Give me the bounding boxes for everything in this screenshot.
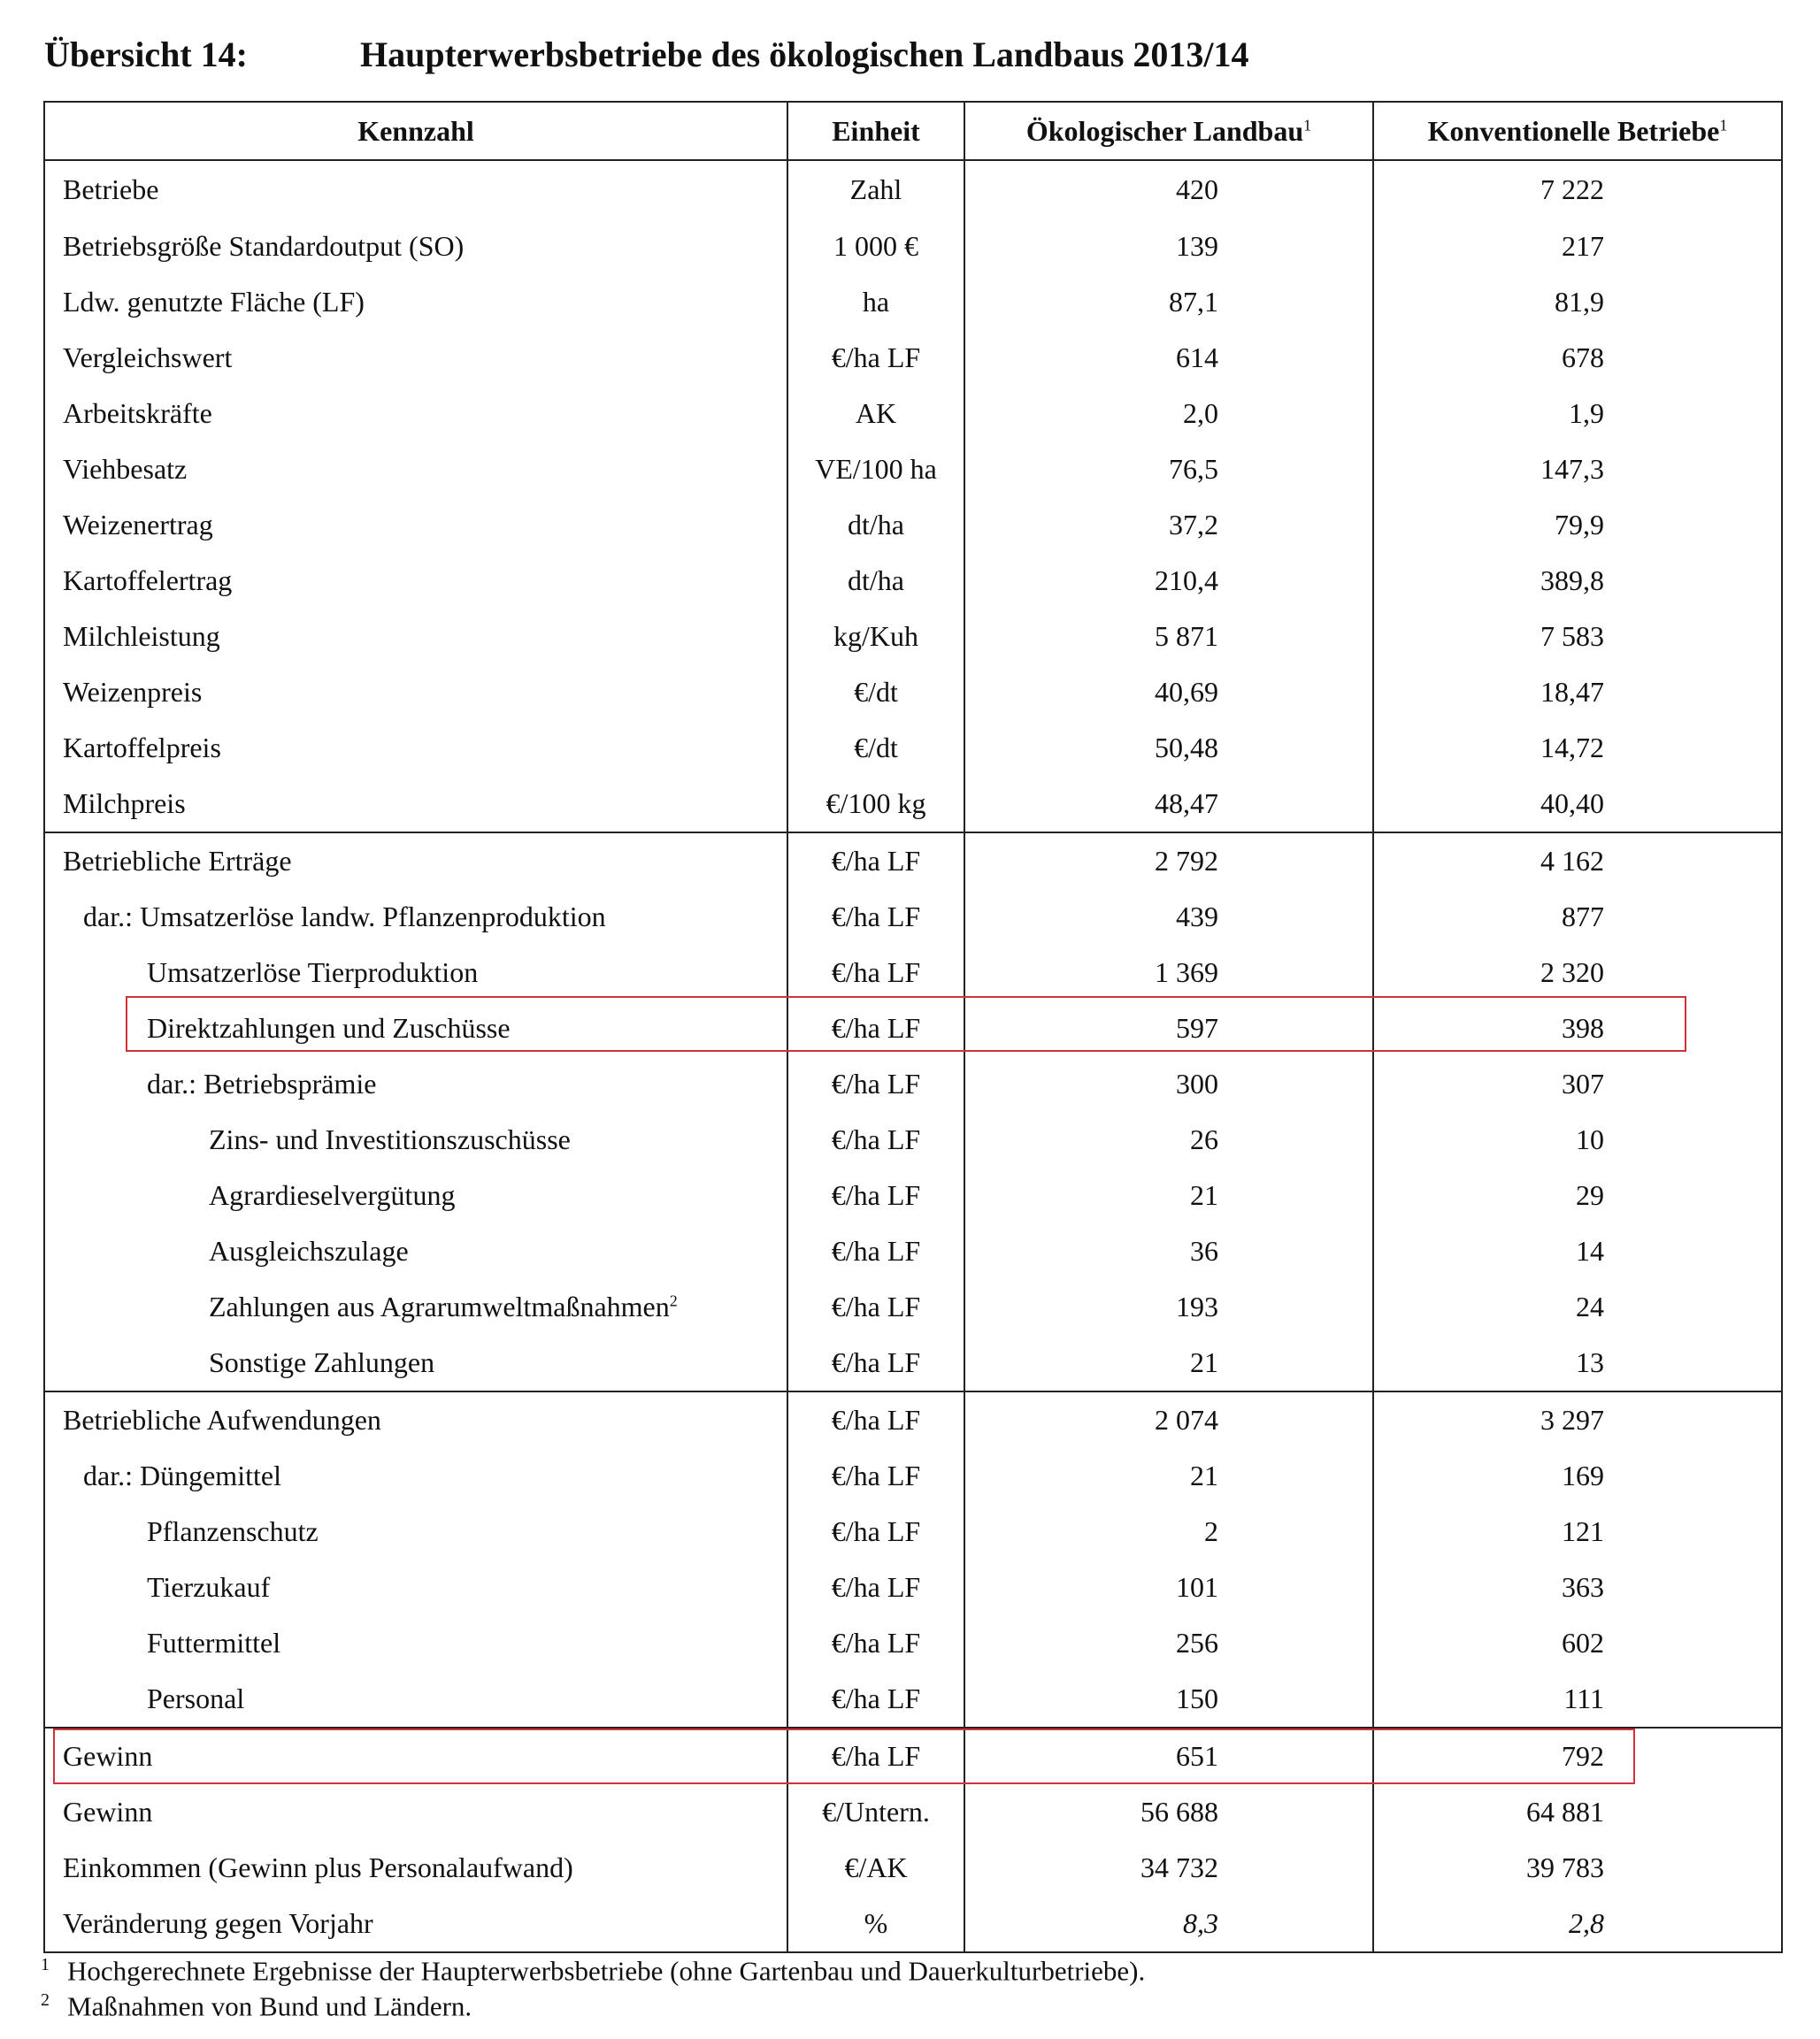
value-konventionell: 602 — [1373, 1615, 1782, 1671]
row-label-text: Direktzahlungen und Zuschüsse — [147, 1012, 511, 1044]
table-row — [44, 1112, 1782, 1168]
table-row — [44, 386, 1782, 441]
row-label — [44, 1671, 787, 1728]
row-label — [44, 218, 787, 274]
value-konventionell: 40,40 — [1373, 776, 1782, 832]
row-label — [44, 1448, 787, 1504]
value-oekologisch: 139 — [964, 218, 1373, 274]
value-oekologisch: 193 — [964, 1279, 1373, 1335]
row-label — [44, 945, 787, 1000]
value-oekologisch: 48,47 — [964, 776, 1373, 832]
row-label — [44, 1728, 787, 1784]
table-row — [44, 1840, 1782, 1896]
footnote-1 — [41, 1955, 1145, 1987]
row-unit: €/ha LF — [787, 1615, 964, 1671]
value-konventionell: 7 222 — [1373, 160, 1782, 218]
footnote-text: Maßnahmen von Bund und Ländern. — [67, 1990, 472, 2022]
value-oekologisch: 101 — [964, 1560, 1373, 1615]
value-oekologisch: 5 871 — [964, 609, 1373, 664]
value-konventionell: 877 — [1373, 889, 1782, 945]
row-label-text: Betriebliche Erträge — [63, 845, 292, 877]
value-oekologisch: 76,5 — [964, 441, 1373, 497]
row-label — [44, 889, 787, 945]
value-konventionell: 81,9 — [1373, 274, 1782, 330]
row-label — [44, 1615, 787, 1671]
value-konventionell: 3 297 — [1373, 1391, 1782, 1448]
row-label-text: Zins- und Investitionszuschüsse — [209, 1123, 571, 1155]
value-oekologisch: 420 — [964, 160, 1373, 218]
row-label — [44, 720, 787, 776]
row-unit: €/ha LF — [787, 1112, 964, 1168]
row-label-text: Milchleistung — [63, 620, 220, 652]
row-label-text: Gewinn — [63, 1740, 153, 1772]
row-unit: AK — [787, 386, 964, 441]
table-row — [44, 330, 1782, 386]
value-konventionell: 1,9 — [1373, 386, 1782, 441]
row-label — [44, 1000, 787, 1056]
row-label — [44, 1784, 787, 1840]
row-label — [44, 274, 787, 330]
row-label — [44, 1279, 787, 1335]
table-row — [44, 1896, 1782, 1952]
value-oekologisch: 2 792 — [964, 832, 1373, 889]
value-oekologisch: 8,3 — [964, 1896, 1373, 1952]
row-unit: €/ha LF — [787, 1560, 964, 1615]
row-label-text: Gewinn — [63, 1796, 153, 1828]
value-oekologisch: 36 — [964, 1223, 1373, 1279]
header-einheit: Einheit — [787, 102, 964, 160]
value-oekologisch: 300 — [964, 1056, 1373, 1112]
row-label — [44, 1056, 787, 1112]
row-unit: VE/100 ha — [787, 441, 964, 497]
row-label-text: Ausgleichszulage — [209, 1235, 409, 1267]
value-oekologisch: 2 074 — [964, 1391, 1373, 1448]
table-row — [44, 218, 1782, 274]
value-konventionell: 10 — [1373, 1112, 1782, 1168]
row-label-text: dar.: Betriebsprämie — [147, 1068, 377, 1100]
row-unit: €/ha LF — [787, 1728, 964, 1784]
table-row — [44, 664, 1782, 720]
value-oekologisch: 2,0 — [964, 386, 1373, 441]
row-label — [44, 1391, 787, 1448]
table-row — [44, 945, 1782, 1000]
row-unit: % — [787, 1896, 964, 1952]
value-konventionell: 169 — [1373, 1448, 1782, 1504]
row-unit: €/ha LF — [787, 1391, 964, 1448]
row-unit: €/ha LF — [787, 889, 964, 945]
row-unit: ha — [787, 274, 964, 330]
row-label-text: Milchpreis — [63, 787, 186, 819]
row-label — [44, 1504, 787, 1560]
row-label-text: Agrardieselvergütung — [209, 1179, 456, 1211]
table-row — [44, 1728, 1782, 1784]
row-unit: €/ha LF — [787, 1279, 964, 1335]
value-konventionell: 121 — [1373, 1504, 1782, 1560]
row-label-text: Weizenertrag — [63, 509, 213, 540]
row-label — [44, 1896, 787, 1952]
value-oekologisch: 87,1 — [964, 274, 1373, 330]
row-label-text: Zahlungen aus Agrarumweltmaßnahmen — [209, 1291, 670, 1322]
row-label — [44, 497, 787, 553]
value-oekologisch: 651 — [964, 1728, 1373, 1784]
value-oekologisch: 1 369 — [964, 945, 1373, 1000]
row-unit: €/ha LF — [787, 1448, 964, 1504]
row-label — [44, 1840, 787, 1896]
value-konventionell: 389,8 — [1373, 553, 1782, 609]
table-row — [44, 1448, 1782, 1504]
table-row — [44, 1560, 1782, 1615]
row-label — [44, 609, 787, 664]
value-konventionell: 13 — [1373, 1335, 1782, 1391]
row-label — [44, 1560, 787, 1615]
row-label-text: Ldw. genutzte Fläche (LF) — [63, 286, 365, 318]
row-label-text: dar.: Düngemittel — [83, 1460, 281, 1491]
table-row — [44, 832, 1782, 889]
header-oekologischer-landbau — [964, 102, 1373, 160]
table-row — [44, 441, 1782, 497]
value-oekologisch: 50,48 — [964, 720, 1373, 776]
row-label — [44, 553, 787, 609]
row-label-text: dar.: Umsatzerlöse landw. Pflanzenproduktion — [83, 901, 606, 932]
value-konventionell: 307 — [1373, 1056, 1782, 1112]
table-row — [44, 1223, 1782, 1279]
value-oekologisch: 210,4 — [964, 553, 1373, 609]
row-unit: €/ha LF — [787, 1056, 964, 1112]
overview-title: Haupterwerbsbetriebe des ökologischen Landbaus 2013/14 — [360, 34, 1249, 74]
row-unit: €/ha LF — [787, 1000, 964, 1056]
row-label-text: Personal — [147, 1683, 245, 1714]
row-label-text: Tierzukauf — [147, 1571, 271, 1603]
value-konventionell: 18,47 — [1373, 664, 1782, 720]
value-konventionell: 24 — [1373, 1279, 1782, 1335]
header-kennzahl: Kennzahl — [44, 102, 787, 160]
row-label — [44, 386, 787, 441]
value-konventionell: 363 — [1373, 1560, 1782, 1615]
row-label — [44, 1223, 787, 1279]
footnote-2 — [41, 1990, 472, 2022]
row-label — [44, 664, 787, 720]
row-unit: €/AK — [787, 1840, 964, 1896]
row-unit: €/ha LF — [787, 1223, 964, 1279]
header-oeko-label: Ökologischer Landbau — [1025, 114, 1304, 147]
row-unit: €/100 kg — [787, 776, 964, 832]
table-row — [44, 497, 1782, 553]
row-label-text: Sonstige Zahlungen — [209, 1346, 435, 1378]
row-unit: €/ha LF — [787, 1168, 964, 1223]
row-label — [44, 1335, 787, 1391]
value-konventionell: 39 783 — [1373, 1840, 1782, 1896]
value-oekologisch: 256 — [964, 1615, 1373, 1671]
footnote-ref: 2 — [669, 1292, 678, 1310]
table-row — [44, 1504, 1782, 1560]
value-oekologisch: 26 — [964, 1112, 1373, 1168]
overview-number: Übersicht 14: — [44, 34, 248, 74]
row-label — [44, 832, 787, 889]
row-label-text: Betriebe — [63, 173, 159, 205]
row-unit: €/dt — [787, 664, 964, 720]
table-row — [44, 609, 1782, 664]
row-label-text: Kartoffelpreis — [63, 732, 221, 763]
footnote-ref: 1 — [1719, 115, 1728, 134]
table-row — [44, 274, 1782, 330]
table-row — [44, 776, 1782, 832]
value-oekologisch: 34 732 — [964, 1840, 1373, 1896]
value-konventionell: 64 881 — [1373, 1784, 1782, 1840]
table-row — [44, 160, 1782, 218]
value-oekologisch: 21 — [964, 1448, 1373, 1504]
table-row — [44, 1279, 1782, 1335]
value-konventionell: 4 162 — [1373, 832, 1782, 889]
value-konventionell: 79,9 — [1373, 497, 1782, 553]
value-konventionell: 14,72 — [1373, 720, 1782, 776]
value-oekologisch: 21 — [964, 1168, 1373, 1223]
row-label-text: Vergleichswert — [63, 341, 233, 373]
footnote-ref: 1 — [1303, 115, 1312, 134]
table-row — [44, 1615, 1782, 1671]
value-oekologisch: 37,2 — [964, 497, 1373, 553]
row-label-text: Betriebsgröße Standardoutput (SO) — [63, 230, 465, 262]
value-konventionell: 14 — [1373, 1223, 1782, 1279]
value-konventionell: 678 — [1373, 330, 1782, 386]
value-konventionell: 147,3 — [1373, 441, 1782, 497]
row-unit: €/ha LF — [787, 1671, 964, 1728]
row-unit: €/ha LF — [787, 832, 964, 889]
row-label — [44, 776, 787, 832]
data-table — [43, 101, 1783, 1953]
row-unit: Zahl — [787, 160, 964, 218]
table-row — [44, 1391, 1782, 1448]
value-oekologisch: 40,69 — [964, 664, 1373, 720]
table-row — [44, 1000, 1782, 1056]
row-label — [44, 1168, 787, 1223]
row-unit: kg/Kuh — [787, 609, 964, 664]
row-label — [44, 160, 787, 218]
footnote-mark: 2 — [41, 1990, 50, 2010]
row-unit: €/ha LF — [787, 1335, 964, 1391]
value-konventionell: 2,8 — [1373, 1896, 1782, 1952]
value-oekologisch: 56 688 — [964, 1784, 1373, 1840]
table-row — [44, 889, 1782, 945]
value-konventionell: 398 — [1373, 1000, 1782, 1056]
table-row — [44, 720, 1782, 776]
row-unit: €/Untern. — [787, 1784, 964, 1840]
table-row — [44, 1056, 1782, 1112]
row-label — [44, 330, 787, 386]
value-konventionell: 111 — [1373, 1671, 1782, 1728]
table-row — [44, 1784, 1782, 1840]
footnote-mark: 1 — [41, 1955, 50, 1974]
row-label — [44, 441, 787, 497]
value-konventionell: 2 320 — [1373, 945, 1782, 1000]
row-label-text: Weizenpreis — [63, 676, 203, 708]
table-header-row — [44, 102, 1782, 160]
row-label-text: Pflanzenschutz — [147, 1515, 319, 1547]
row-unit: dt/ha — [787, 497, 964, 553]
row-label-text: Arbeitskräfte — [63, 397, 212, 429]
value-oekologisch: 439 — [964, 889, 1373, 945]
row-label — [44, 1112, 787, 1168]
value-konventionell: 29 — [1373, 1168, 1782, 1223]
document-title — [44, 34, 1249, 75]
table-row — [44, 1671, 1782, 1728]
value-oekologisch: 2 — [964, 1504, 1373, 1560]
value-konventionell: 7 583 — [1373, 609, 1782, 664]
row-label-text: Umsatzerlöse Tierproduktion — [147, 956, 479, 988]
table-row — [44, 553, 1782, 609]
header-konv-label: Konventionelle Betriebe — [1427, 114, 1720, 147]
row-label-text: Veränderung gegen Vorjahr — [63, 1907, 373, 1939]
row-label-text: Futtermittel — [147, 1627, 281, 1659]
row-label-text: Viehbesatz — [63, 453, 188, 485]
row-unit: €/ha LF — [787, 330, 964, 386]
row-label-text: Einkommen (Gewinn plus Personalaufwand) — [63, 1851, 573, 1883]
row-unit: €/ha LF — [787, 945, 964, 1000]
value-oekologisch: 150 — [964, 1671, 1373, 1728]
header-konventionelle-betriebe — [1373, 102, 1782, 160]
value-oekologisch: 21 — [964, 1335, 1373, 1391]
table-body — [44, 160, 1782, 1952]
row-unit: €/ha LF — [787, 1504, 964, 1560]
row-unit: 1 000 € — [787, 218, 964, 274]
row-unit: €/dt — [787, 720, 964, 776]
value-konventionell: 217 — [1373, 218, 1782, 274]
row-unit: dt/ha — [787, 553, 964, 609]
value-oekologisch: 597 — [964, 1000, 1373, 1056]
row-label-text: Kartoffelertrag — [63, 564, 233, 596]
value-konventionell: 792 — [1373, 1728, 1782, 1784]
row-label-text: Betriebliche Aufwendungen — [63, 1404, 381, 1436]
table-row — [44, 1335, 1782, 1391]
value-oekologisch: 614 — [964, 330, 1373, 386]
footnote-text: Hochgerechnete Ergebnisse der Haupterwerbsbetriebe (ohne Gartenbau und Dauerkulturbetriebe). — [67, 1955, 1146, 1987]
table-row — [44, 1168, 1782, 1223]
